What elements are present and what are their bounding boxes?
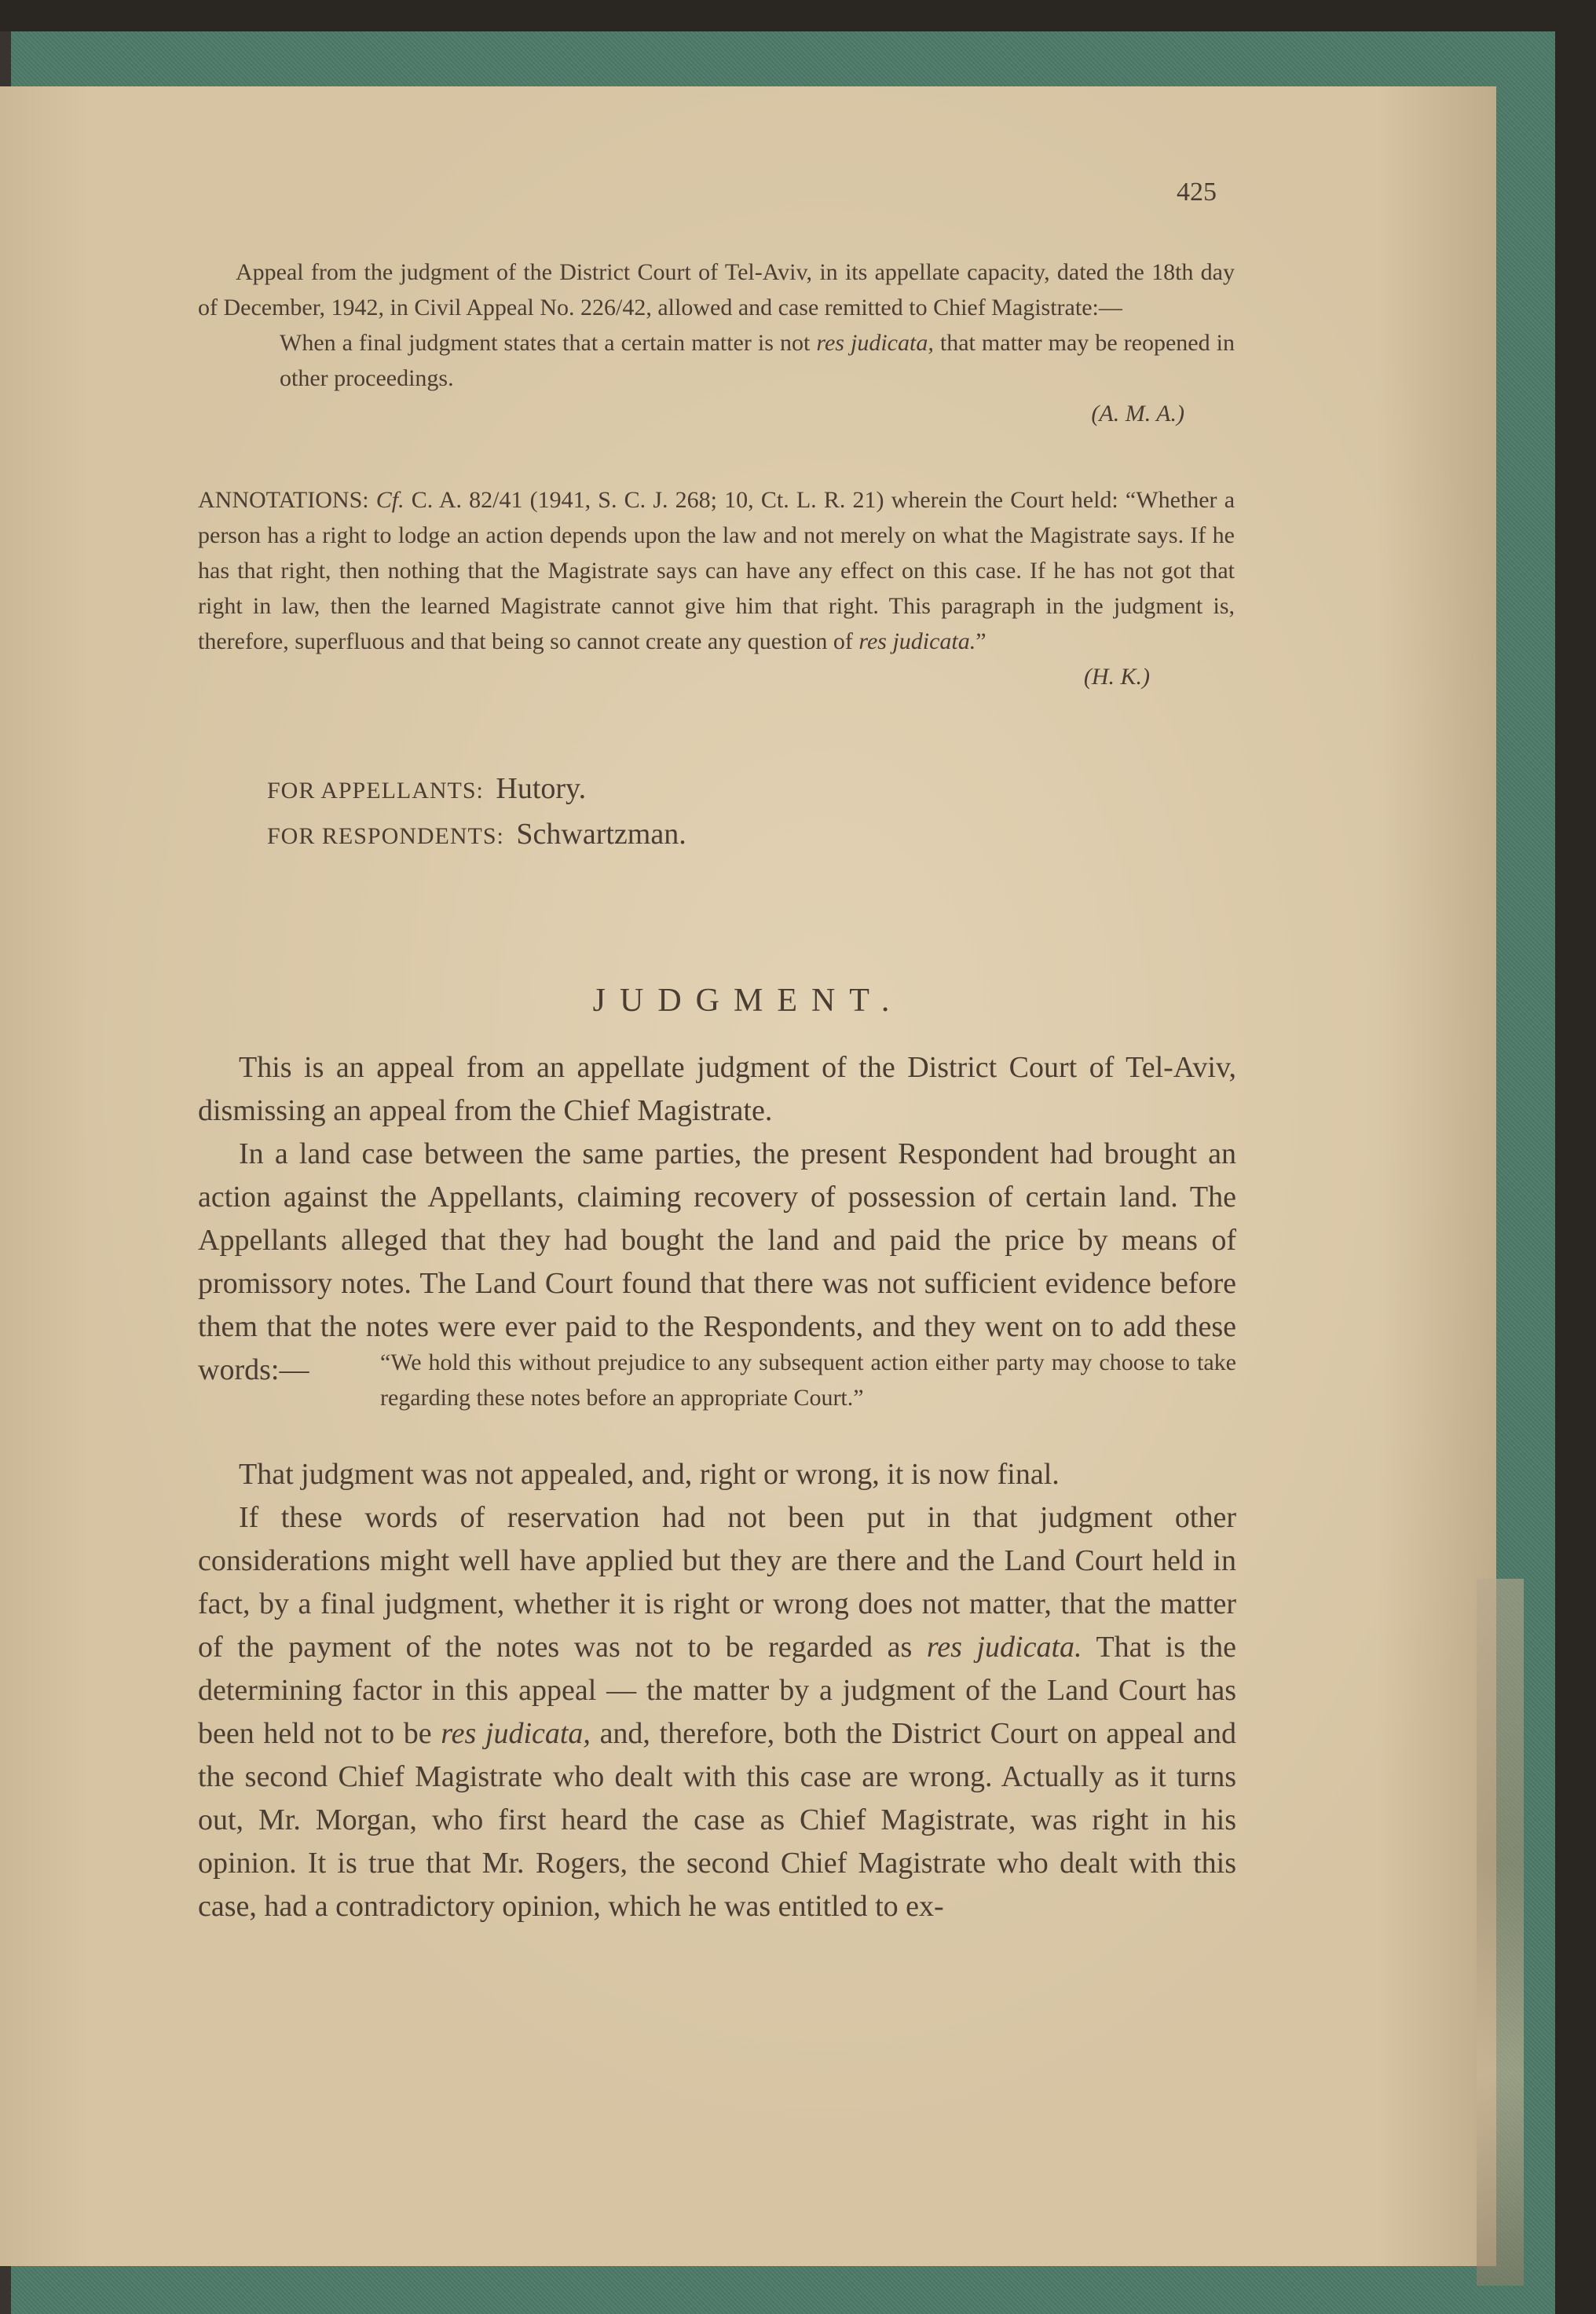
rule-text-italic: res judicata,	[816, 330, 934, 356]
counsel-appellants	[267, 771, 586, 806]
annotations-text-b: ”	[976, 628, 987, 654]
annotations-initials: (H. K.)	[1083, 664, 1150, 690]
para-4-text-c: and, therefore, both the District Court on appeal and the second Chief Magistrate who dealt with this case are wrong. Actually as it turns out, Mr. Morgan, who first heard the case as Chief Magistrate, was right in his opinion. It is true that Mr. Rogers, the second Chief Magistrate who dealt with this case, had a contradictory opinion, which he was entitled to ex-	[198, 1717, 1237, 1923]
respondents-label: FOR RESPONDENTS:	[267, 823, 504, 849]
headnote-rule	[198, 325, 1235, 396]
annotations-text-italic: res judicata.	[858, 628, 976, 654]
judgment-para-3: That judgment was not appealed, and, right or wrong, it is now final.	[239, 1458, 1060, 1491]
quoted-reservation: “We hold this without prejudice to any subsequent action either party may choose to take regarding these notes before an appropriate Court.”	[380, 1349, 1236, 1411]
para-4-italic-2: res judicata,	[441, 1717, 591, 1750]
annotations-label: ANNOTATIONS:	[198, 487, 369, 513]
para-4-text-b: That is the determining factor in this appeal — the matter by a judgment of the Land Court has been held not to be	[198, 1631, 1237, 1750]
rule-text-a: When a final judgment states that a certain matter is not	[280, 330, 811, 356]
judgment-para-2: In a land case between the same parties, the present Respondent had brought an action against the Appellants, claiming recovery of possession of certain land. The Appellants alleged that they had bought the land and paid the price by means of promissory notes. The Land Court found that there was not sufficient evidence before them that the notes were ever paid to the Respondents, and they went on to add these words:—	[198, 1137, 1236, 1386]
counsel-respondents	[267, 817, 686, 851]
annotations	[198, 482, 1235, 694]
appellants-label: FOR APPELLANTS:	[267, 778, 484, 804]
annotations-text-a: C. A. 82/41 (1941, S. C. J. 268; 10, Ct. L. R. 21) wherein the Court held: “Whether a person has a right to lodge an action depends upon the law and not merely on what the Magistrate says. If he has that right, then nothing that the Magistrate says can have any effect on this case. If he has not got that right in law, then the learned Magistrate cannot give him that right. This paragraph in the judgment is, therefore, superfluous and that being so cannot create any question of	[198, 487, 1235, 654]
respondents-name: Schwartzman.	[516, 818, 686, 851]
headnote	[198, 254, 1235, 431]
judgment-para-1: This is an appeal from an appellate judgment of the District Court of Tel-Aviv, dismissing an appeal from the Chief Magistrate.	[198, 1051, 1236, 1127]
para-4-text-a: If these words of reservation had not been put in that judgment other considerations might well have applied but they are there and the Land Court held in fact, by a final judgment, whether it is right or wrong does not matter, that the matter of the payment of the notes was not to be regarded as	[198, 1501, 1236, 1664]
para-4-italic-1: res judicata.	[926, 1631, 1082, 1664]
page-number: 425	[1177, 178, 1217, 207]
annotations-cf: Cf.	[375, 487, 404, 513]
judgment-body-continued	[198, 1453, 1236, 1928]
headnote-initials: (A. M. A.)	[1091, 401, 1184, 427]
judgment-para-4	[198, 1496, 1236, 1928]
annotations-text	[198, 482, 1235, 659]
torn-page-edge	[1477, 1579, 1524, 2286]
book-page	[0, 86, 1496, 2266]
headnote-summary: Appeal from the judgment of the District Court of Tel-Aviv, in its appellate capacity, dated the 18th day of December, 1942, in Civil Appeal No. 226/42, allowed and case remitted to Chief Magistrate:—	[198, 259, 1235, 320]
rule-text-b: that matter may be reopened in other proceedings.	[280, 330, 1235, 391]
judgment-body	[198, 1046, 1236, 1392]
judgment-heading: JUDGMENT.	[592, 983, 904, 1019]
appellants-name: Hutory.	[496, 772, 587, 805]
